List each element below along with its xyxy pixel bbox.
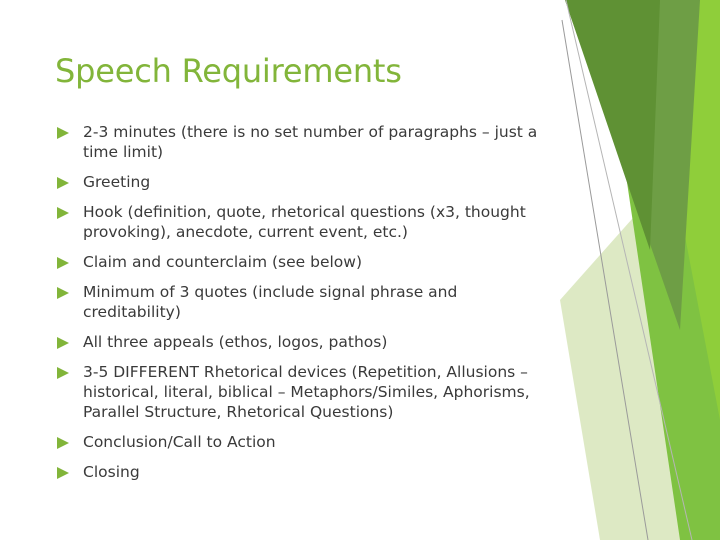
list-item-text: 3-5 DIFFERENT Rhetorical devices (Repetition, Allusions – historical, literal, biblical – Metaphors/Similes, Aphorisms, Parallel Structure, Rhetorical Questions) (83, 363, 530, 421)
bullet-list (57, 122, 547, 492)
list-item-text: All three appeals (ethos, logos, pathos) (83, 333, 388, 351)
list-item-text: 2-3 minutes (there is no set number of paragraphs – just a time limit) (83, 123, 538, 161)
triangle-right-icon (57, 127, 69, 139)
triangle-right-icon (57, 257, 69, 269)
list-item (57, 362, 547, 422)
list-item (57, 172, 547, 192)
triangle-right-icon (57, 367, 69, 379)
list-item-text: Hook (definition, quote, rhetorical questions (x3, thought provoking), anecdote, current event, etc.) (83, 203, 526, 241)
list-item (57, 282, 547, 322)
list-item (57, 332, 547, 352)
page-title: Speech Requirements (55, 52, 402, 90)
list-item-text: Greeting (83, 173, 151, 191)
list-item (57, 252, 547, 272)
list-item-text: Closing (83, 463, 140, 481)
list-item-text: Conclusion/Call to Action (83, 433, 276, 451)
list-item (57, 462, 547, 482)
triangle-right-icon (57, 467, 69, 479)
triangle-right-icon (57, 437, 69, 449)
list-item (57, 202, 547, 242)
list-item (57, 122, 547, 162)
list-item-text: Minimum of 3 quotes (include signal phrase and creditability) (83, 283, 458, 321)
triangle-right-icon (57, 287, 69, 299)
triangle-right-icon (57, 207, 69, 219)
list-item-text: Claim and counterclaim (see below) (83, 253, 363, 271)
triangle-right-icon (57, 337, 69, 349)
list-item (57, 432, 547, 452)
triangle-right-icon (57, 177, 69, 189)
